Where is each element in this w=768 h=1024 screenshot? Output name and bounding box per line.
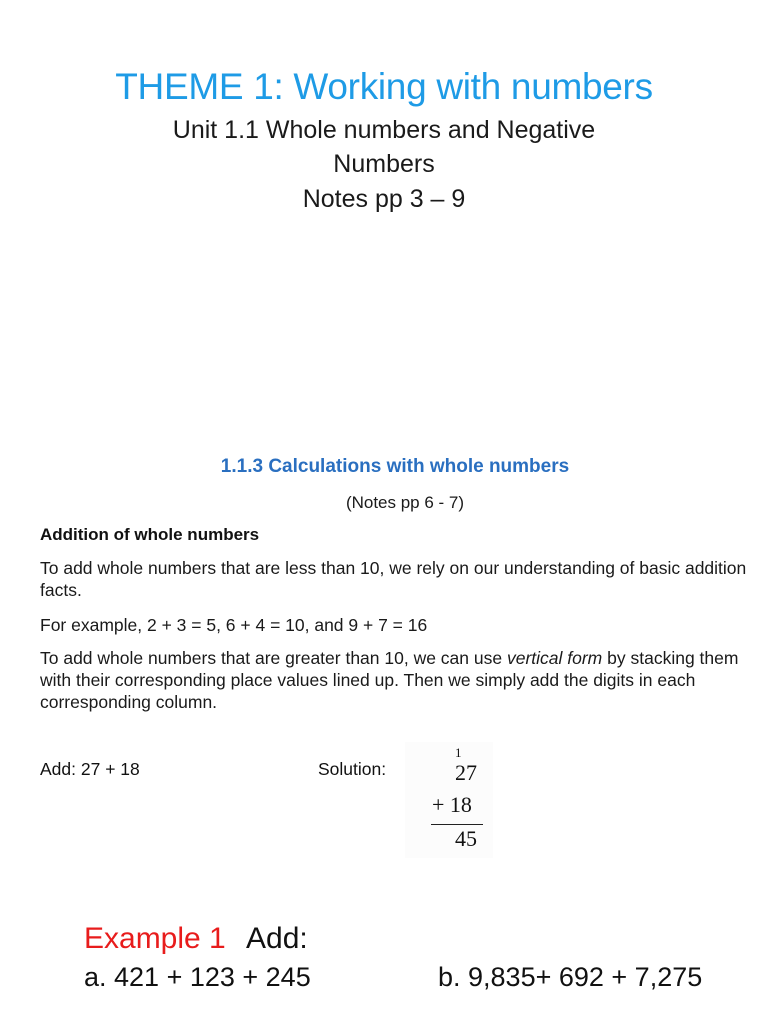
paragraph-examples: For example, 2 + 3 = 5, 6 + 4 = 10, and 9 + 7 = 16	[40, 615, 428, 635]
vertical-form-text-before: To add whole numbers that are greater than 10, we can use	[40, 648, 507, 668]
vertical-form-text-after: by stacking them with their corresponding place values lined up. Then we simply add the digits in each corresponding column.	[40, 648, 739, 712]
solution-label: Solution:	[318, 759, 387, 779]
theme-title: THEME 1: Working with numbers	[115, 66, 653, 107]
vertical-form-emphasis: vertical form	[506, 648, 603, 668]
addition-subheading: Addition of whole numbers	[40, 525, 260, 544]
paragraph-vertical-form	[40, 647, 755, 713]
unit-title-line-1: Unit 1.1 Whole numbers and Negative	[172, 116, 596, 144]
example-label: Example 1	[84, 922, 226, 955]
sum-rule-line	[431, 824, 483, 825]
add-problem-label: Add: 27 + 18	[40, 759, 140, 779]
notes-reference: (Notes pp 6 - 7)	[345, 493, 465, 512]
example-instruction: Add:	[246, 922, 308, 955]
paragraph-basic-facts: To add whole numbers that are less than 10, we rely on our understanding of basic addition facts.	[40, 558, 747, 600]
example-item-b: b. 9,835+ 692 + 7,275	[438, 962, 703, 992]
vertical-addition-image	[405, 742, 493, 858]
sum-result: 45	[455, 826, 477, 851]
notes-page-range: Notes pp 3 – 9	[302, 185, 466, 213]
unit-title-line-2: Numbers	[333, 150, 435, 178]
first-addend: 27	[455, 760, 477, 785]
example-item-a: a. 421 + 123 + 245	[84, 962, 311, 992]
carry-digit: 1	[455, 745, 462, 760]
section-heading: 1.1.3 Calculations with whole numbers	[220, 456, 570, 477]
second-addend: + 18	[432, 792, 472, 817]
